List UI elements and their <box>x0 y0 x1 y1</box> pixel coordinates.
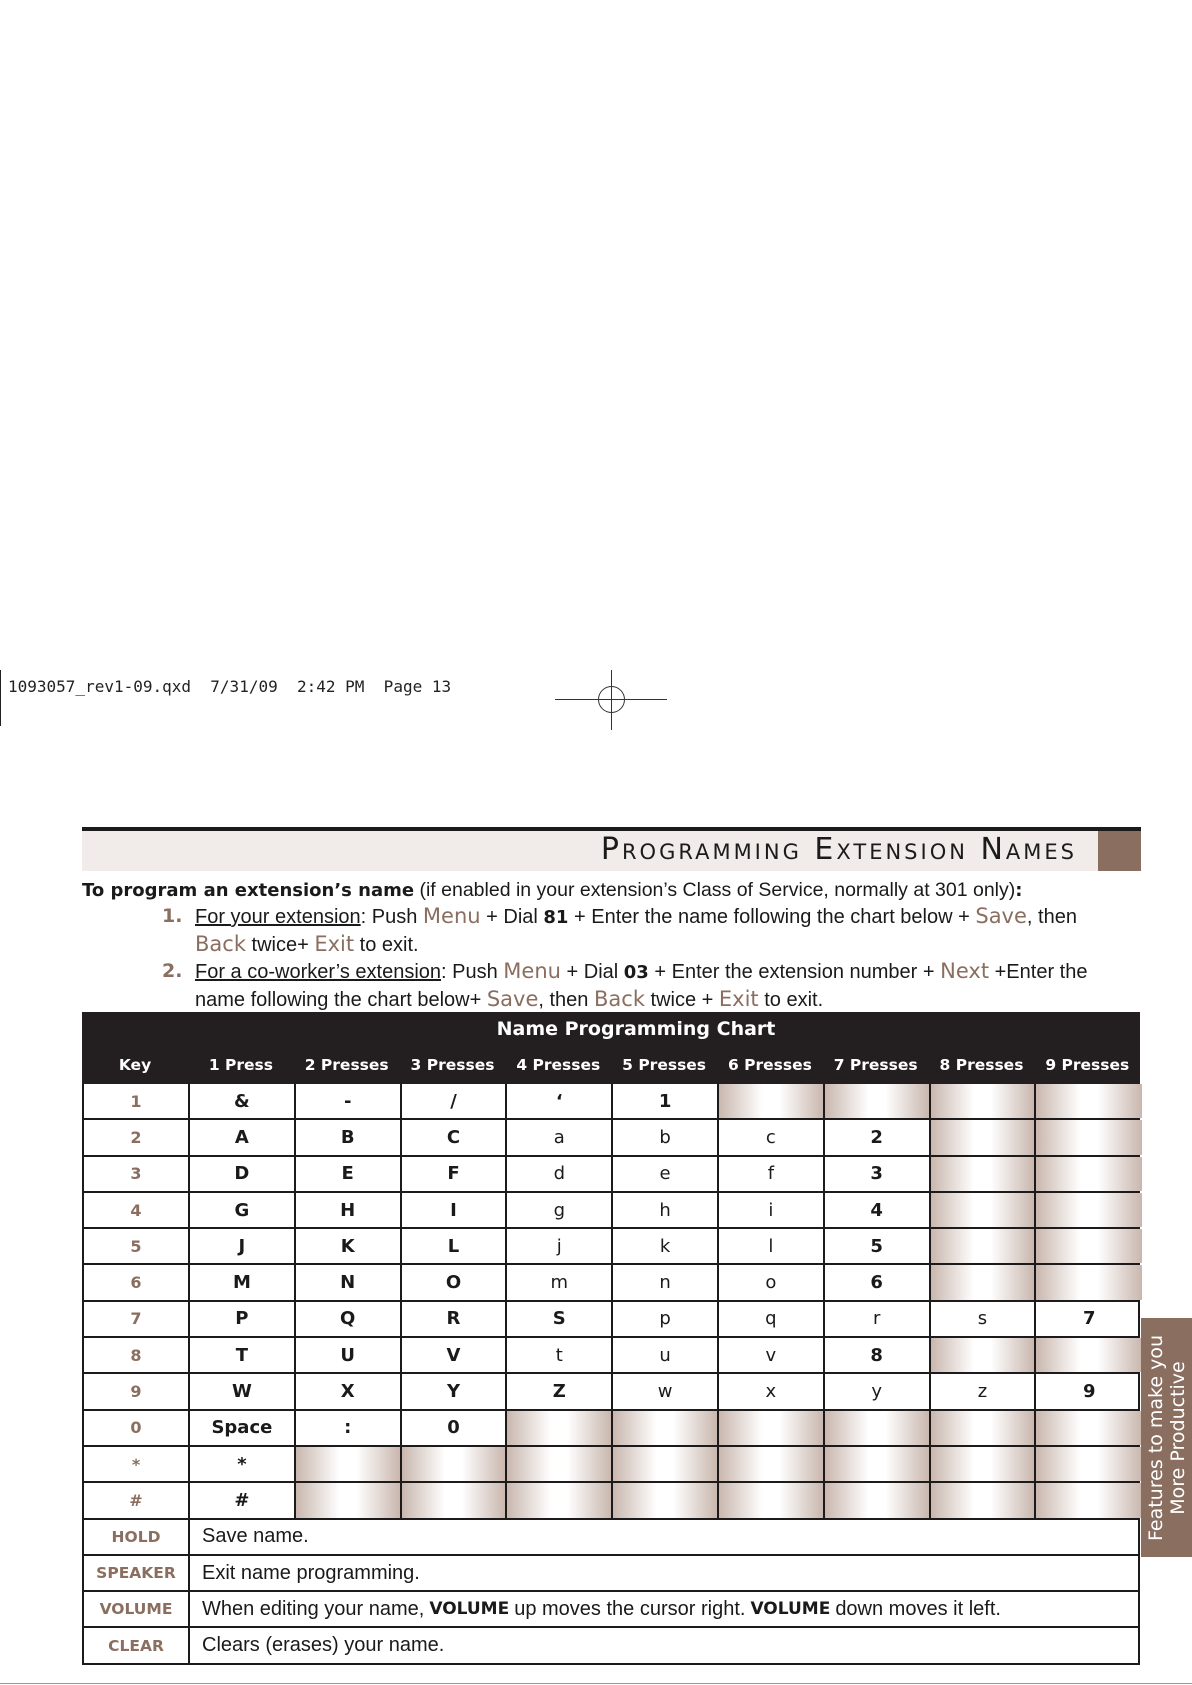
page-bottom-rule <box>0 1683 1192 1684</box>
save-key-label: Save <box>975 904 1027 928</box>
step-number: 1. <box>162 905 183 927</box>
character-cell: ‘ <box>507 1084 613 1118</box>
empty-cell <box>719 1411 825 1445</box>
empty-cell <box>719 1447 825 1481</box>
column-header: 7 Presses <box>833 1056 918 1074</box>
back-key-label: Back <box>195 932 246 956</box>
title-accent-box <box>1098 831 1141 871</box>
empty-cell <box>825 1447 931 1481</box>
step-label: For your extension <box>195 906 361 928</box>
empty-cell <box>296 1483 402 1517</box>
chart-row <box>84 1338 1138 1374</box>
character-cell: x <box>719 1374 825 1408</box>
empty-cell <box>1036 1157 1142 1191</box>
function-description <box>190 1592 1138 1626</box>
column-header: 6 Presses <box>727 1056 812 1074</box>
empty-cell <box>931 1265 1037 1299</box>
character-cell: C <box>402 1120 508 1154</box>
empty-cell <box>931 1157 1037 1191</box>
step-text: + Enter the extension number + <box>648 961 941 983</box>
key-label: 1 <box>84 1084 190 1118</box>
character-cell: J <box>190 1229 296 1263</box>
character-cell: o <box>719 1265 825 1299</box>
character-cell: G <box>190 1193 296 1227</box>
empty-cell <box>931 1229 1037 1263</box>
step-2 <box>82 958 1141 1013</box>
function-key: VOLUME <box>84 1592 190 1626</box>
character-cell: B <box>296 1120 402 1154</box>
character-cell: P <box>190 1302 296 1336</box>
character-cell: # <box>190 1483 296 1517</box>
character-cell: H <box>296 1193 402 1227</box>
chart-row <box>84 1411 1138 1447</box>
side-tab-line: More Productive <box>1166 1360 1189 1515</box>
character-cell: D <box>190 1157 296 1191</box>
key-label: 0 <box>84 1411 190 1445</box>
character-cell: d <box>507 1157 613 1191</box>
crop-mark-icon <box>555 670 667 730</box>
step-number: 2. <box>162 960 183 982</box>
empty-cell <box>719 1483 825 1517</box>
step-text: twice+ <box>245 934 315 956</box>
desc-bold: VOLUME <box>750 1599 831 1620</box>
function-keys <box>82 1520 1140 1665</box>
column-header: 5 Presses <box>622 1056 707 1074</box>
empty-cell <box>825 1084 931 1118</box>
key-label: * <box>84 1447 190 1481</box>
character-cell: a <box>507 1120 613 1154</box>
character-cell: y <box>825 1374 931 1408</box>
character-cell: h <box>613 1193 719 1227</box>
exit-key-label: Exit <box>718 987 759 1011</box>
empty-cell <box>931 1447 1037 1481</box>
character-cell: s <box>931 1302 1037 1336</box>
key-label: # <box>84 1483 190 1517</box>
empty-cell <box>1036 1447 1142 1481</box>
empty-cell <box>931 1193 1037 1227</box>
column-header: 8 Presses <box>939 1056 1024 1074</box>
next-key-label: Next <box>940 959 990 983</box>
character-cell: 3 <box>825 1157 931 1191</box>
character-cell: X <box>296 1374 402 1408</box>
character-cell: Y <box>402 1374 508 1408</box>
character-cell: / <box>402 1084 508 1118</box>
function-key: CLEAR <box>84 1628 190 1662</box>
instruction-steps <box>82 903 1141 1013</box>
character-cell: O <box>402 1265 508 1299</box>
column-header: 9 Presses <box>1045 1056 1130 1074</box>
key-label: 3 <box>84 1157 190 1191</box>
chart-row <box>84 1265 1138 1301</box>
step-text: : Push <box>441 961 504 983</box>
character-cell: k <box>613 1229 719 1263</box>
chart-row <box>84 1302 1138 1338</box>
character-cell: 5 <box>825 1229 931 1263</box>
intro-text <box>82 879 1022 902</box>
key-label: 9 <box>84 1374 190 1408</box>
character-cell: 4 <box>825 1193 931 1227</box>
character-cell: - <box>296 1084 402 1118</box>
chart-header <box>82 1012 1140 1084</box>
character-cell: 7 <box>1083 1308 1096 1330</box>
function-key: SPEAKER <box>84 1556 190 1590</box>
character-cell: m <box>507 1265 613 1299</box>
exit-key-label: Exit <box>314 932 355 956</box>
empty-cell <box>719 1084 825 1118</box>
desc-bold: VOLUME <box>429 1599 510 1620</box>
step-text: : Push <box>360 906 423 928</box>
function-row-clear <box>84 1628 1138 1664</box>
character-cell: A <box>190 1120 296 1154</box>
empty-cell <box>931 1120 1037 1154</box>
key-label: 2 <box>84 1120 190 1154</box>
character-cell: r <box>825 1302 931 1336</box>
chart-row <box>84 1084 1138 1120</box>
chart-row <box>84 1447 1138 1483</box>
character-cell: b <box>613 1120 719 1154</box>
empty-cell <box>1036 1338 1142 1372</box>
chart-row <box>84 1193 1138 1229</box>
empty-cell <box>507 1447 613 1481</box>
side-tab-text <box>1145 1335 1189 1541</box>
chart-row <box>84 1229 1138 1265</box>
character-cell: N <box>296 1265 402 1299</box>
character-cell: n <box>613 1265 719 1299</box>
character-cell: z <box>931 1374 1037 1408</box>
character-cell: l <box>719 1229 825 1263</box>
column-header: 1 Press <box>208 1056 273 1074</box>
name-programming-chart <box>82 1012 1140 1665</box>
step-text: + Enter the name following the chart below + <box>568 906 976 928</box>
empty-cell <box>1036 1084 1142 1118</box>
function-row-speaker <box>84 1556 1138 1592</box>
character-cell: 9 <box>1083 1381 1096 1403</box>
empty-cell <box>507 1411 613 1445</box>
print-slug: 1093057_rev1-09.qxd 7/31/09 2:42 PM Page 13 <box>8 677 452 696</box>
empty-cell <box>1036 1229 1142 1263</box>
empty-cell <box>402 1483 508 1517</box>
character-cell: Z <box>507 1374 613 1408</box>
empty-cell <box>825 1483 931 1517</box>
section-side-tab <box>1141 1318 1192 1557</box>
empty-cell <box>931 1338 1037 1372</box>
menu-key-label: Menu <box>503 959 561 983</box>
empty-cell <box>931 1411 1037 1445</box>
character-cell: : <box>296 1411 402 1445</box>
empty-cell <box>1036 1193 1142 1227</box>
function-description: Save name. <box>202 1525 309 1548</box>
intro-bold: To program an extension’s name <box>82 880 415 901</box>
menu-key-label: Menu <box>422 904 481 928</box>
step-text: twice + <box>644 989 719 1011</box>
character-cell: f <box>719 1157 825 1191</box>
character-cell: 8 <box>825 1338 931 1372</box>
character-cell: c <box>719 1120 825 1154</box>
character-cell: 0 <box>402 1411 508 1445</box>
step-text: , then <box>1026 906 1077 928</box>
empty-cell <box>1036 1483 1142 1517</box>
character-cell: F <box>402 1157 508 1191</box>
character-cell: i <box>719 1193 825 1227</box>
character-cell: * <box>190 1447 296 1481</box>
empty-cell <box>613 1447 719 1481</box>
character-cell: W <box>190 1374 296 1408</box>
character-cell: T <box>190 1338 296 1372</box>
column-header-key: Key <box>118 1056 152 1074</box>
key-label: 6 <box>84 1265 190 1299</box>
character-cell: v <box>719 1338 825 1372</box>
character-cell: e <box>613 1157 719 1191</box>
empty-cell <box>931 1084 1037 1118</box>
empty-cell <box>402 1447 508 1481</box>
character-cell: M <box>190 1265 296 1299</box>
character-cell: t <box>507 1338 613 1372</box>
empty-cell <box>613 1483 719 1517</box>
character-cell: E <box>296 1157 402 1191</box>
step-1 <box>82 903 1141 958</box>
key-label: 4 <box>84 1193 190 1227</box>
step-text: to exit. <box>758 989 824 1011</box>
chart-title: Name Programming Chart <box>496 1018 776 1040</box>
column-header: 2 Presses <box>304 1056 389 1074</box>
character-cell: U <box>296 1338 402 1372</box>
empty-cell <box>825 1411 931 1445</box>
empty-cell <box>507 1483 613 1517</box>
function-row-volume <box>84 1592 1138 1628</box>
desc-text: When editing your name, <box>202 1597 425 1620</box>
character-cell: p <box>613 1302 719 1336</box>
chart-grid <box>82 1084 1140 1520</box>
function-description: Clears (erases) your name. <box>202 1634 445 1657</box>
character-cell: q <box>719 1302 825 1336</box>
character-cell: 1 <box>613 1084 719 1118</box>
column-header: 4 Presses <box>516 1056 601 1074</box>
column-header: 3 Presses <box>410 1056 495 1074</box>
function-description: Exit name programming. <box>202 1561 420 1584</box>
function-key: HOLD <box>84 1520 190 1554</box>
side-tab-line: Features to make you <box>1144 1334 1167 1541</box>
character-cell: K <box>296 1229 402 1263</box>
back-key-label: Back <box>594 987 645 1011</box>
page-title: Programming Extension Names <box>600 832 1077 867</box>
step-text: to exit. <box>354 934 419 956</box>
dial-code: 03 <box>623 962 649 983</box>
character-cell: u <box>613 1338 719 1372</box>
chart-row <box>84 1157 1138 1193</box>
column-headers <box>82 1046 1140 1084</box>
step-text: + Dial <box>560 961 624 983</box>
empty-cell <box>296 1447 402 1481</box>
save-key-label: Save <box>486 987 539 1011</box>
step-label: For a co-worker’s extension <box>195 961 442 983</box>
key-label: 7 <box>84 1302 190 1336</box>
character-cell: & <box>190 1084 296 1118</box>
chart-row <box>84 1483 1138 1519</box>
desc-text: up moves the cursor right. <box>514 1597 746 1620</box>
character-cell: L <box>402 1229 508 1263</box>
step-text: , then <box>538 989 594 1011</box>
chart-row <box>84 1374 1138 1410</box>
character-cell: I <box>402 1193 508 1227</box>
character-cell: w <box>613 1374 719 1408</box>
step-text: +Enter the <box>989 961 1088 983</box>
empty-cell <box>1036 1265 1142 1299</box>
character-cell: Q <box>296 1302 402 1336</box>
step-text: + Dial <box>480 906 544 928</box>
character-cell: 6 <box>825 1265 931 1299</box>
chart-row <box>84 1120 1138 1156</box>
key-label: 5 <box>84 1229 190 1263</box>
empty-cell <box>931 1483 1037 1517</box>
character-cell: Space <box>190 1411 296 1445</box>
intro-end: : <box>1015 880 1023 901</box>
empty-cell <box>1036 1411 1142 1445</box>
character-cell: V <box>402 1338 508 1372</box>
step-text: name following the chart below+ <box>195 989 487 1011</box>
slug-bar <box>0 670 1 726</box>
character-cell: j <box>507 1229 613 1263</box>
key-label: 8 <box>84 1338 190 1372</box>
character-cell: S <box>507 1302 613 1336</box>
character-cell: g <box>507 1193 613 1227</box>
character-cell: 2 <box>825 1120 931 1154</box>
intro-rest: (if enabled in your extension’s Class of Service, normally at 301 only) <box>414 879 1016 901</box>
empty-cell <box>613 1411 719 1445</box>
function-row-hold <box>84 1520 1138 1556</box>
character-cell: R <box>402 1302 508 1336</box>
desc-text: down moves it left. <box>835 1597 1001 1620</box>
dial-code: 81 <box>543 907 569 928</box>
empty-cell <box>1036 1120 1142 1154</box>
